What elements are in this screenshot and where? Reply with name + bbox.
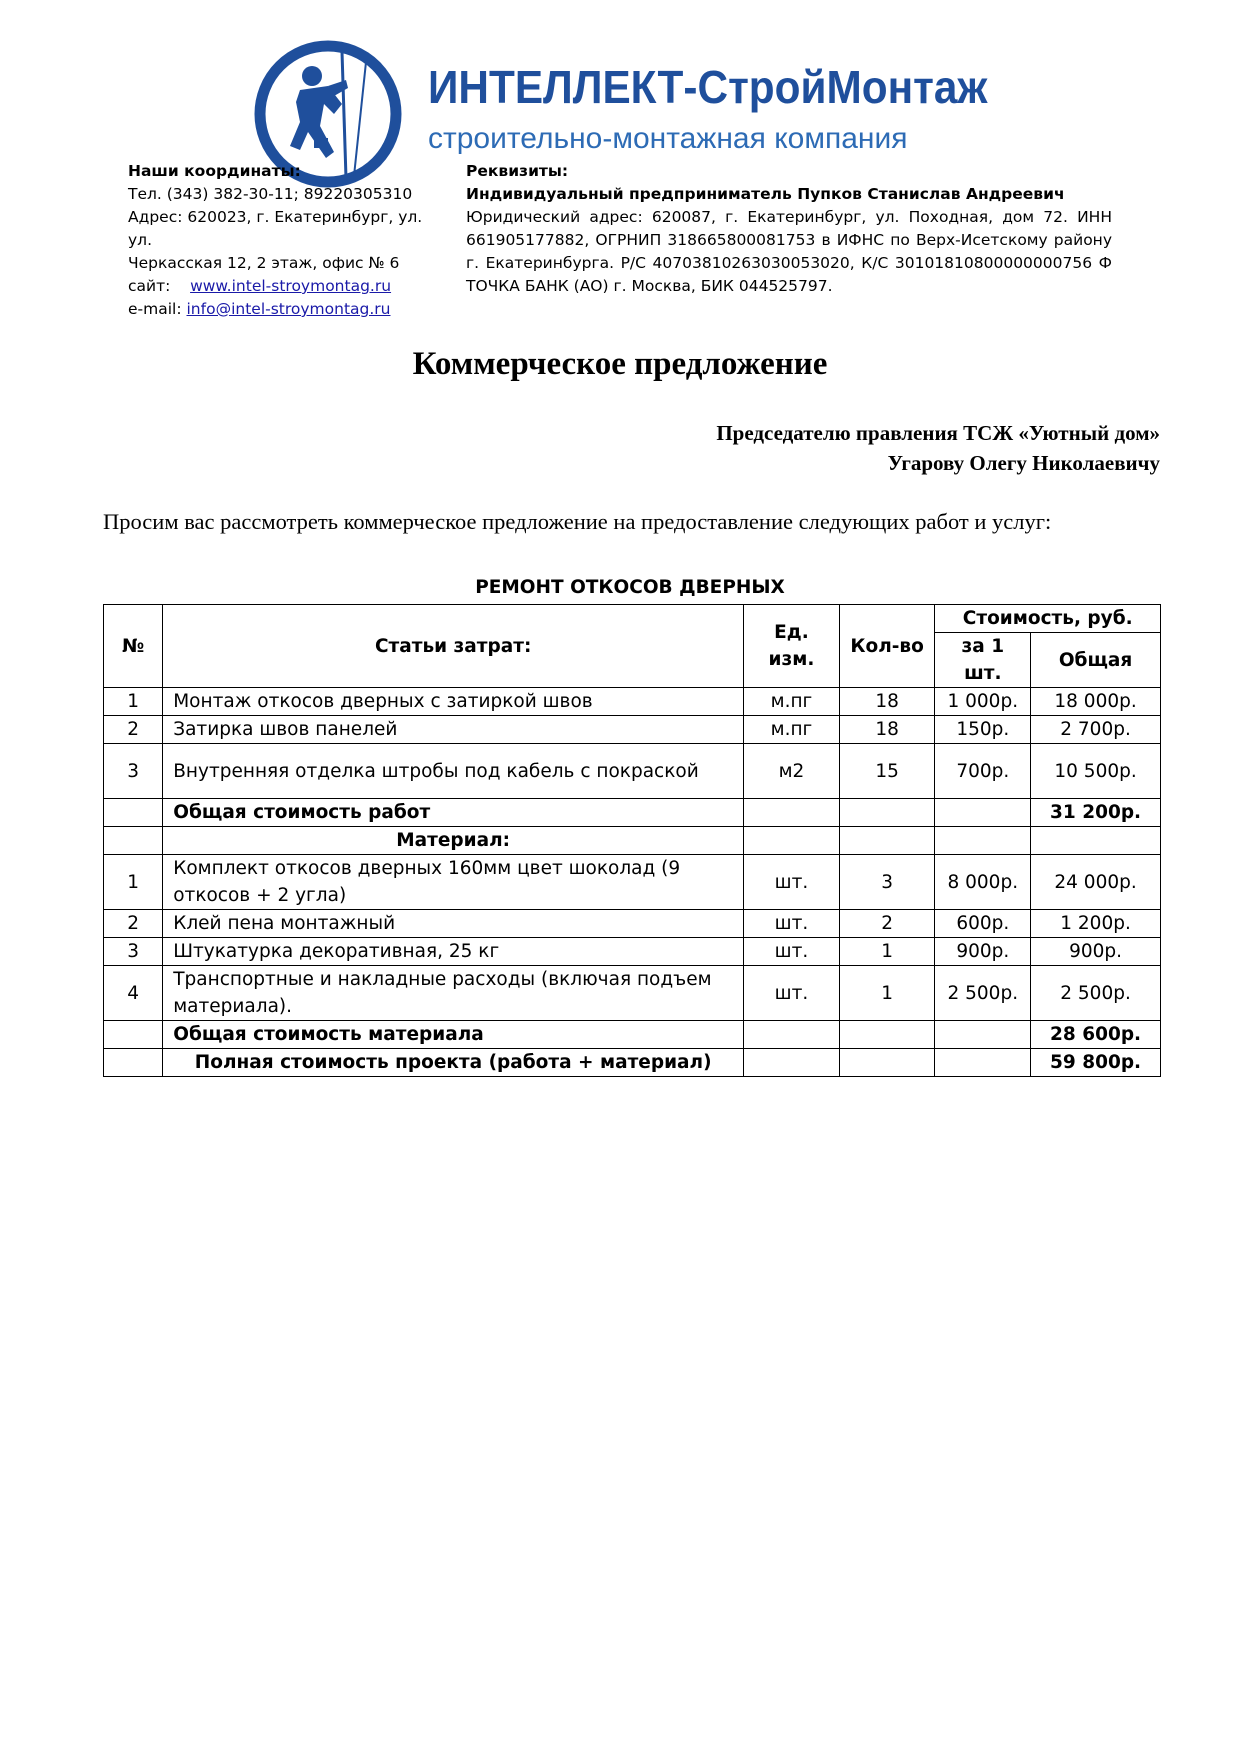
empty-cell	[839, 1021, 935, 1049]
table-row	[104, 688, 1161, 716]
row-unit: шт.	[744, 855, 840, 910]
row-item: Затирка швов панелей	[163, 716, 744, 744]
empty-cell	[935, 1049, 1031, 1077]
table-row	[104, 966, 1161, 1021]
row-qty: 18	[839, 716, 935, 744]
row-total: 1 200р.	[1031, 910, 1161, 938]
requisites-details: Юридический адрес: 620087, г. Екатеринбург, ул. Походная, дом 72. ИНН 661905177882, ОГРНИП 318665800081753 в ИФНС по Верх-Исетскому району г. Екатеринбурга. Р/С 40703810263030053020, К/С 30101810800000000756 Ф ТОЧКА БАНК (АО) г. Москва, БИК 044525797.	[466, 208, 1112, 295]
row-total: 18 000р.	[1031, 688, 1161, 716]
address-line-2: Черкасская 12, 2 этаж, офис № 6	[128, 254, 400, 272]
empty-cell	[935, 799, 1031, 827]
requisites-block	[466, 160, 1112, 298]
address-line-1: Адрес: 620023, г. Екатеринбург, ул. ул.	[128, 208, 423, 249]
material-heading: Материал:	[163, 827, 744, 855]
row-qty: 3	[839, 855, 935, 910]
row-item: Штукатурка декоративная, 25 кг	[163, 938, 744, 966]
addressee-line-1: Председателю правления ТСЖ «Уютный дом»	[716, 421, 1160, 445]
site-label: сайт:	[128, 277, 171, 295]
header-unit: Ед. изм.	[744, 605, 840, 688]
work-total-label: Общая стоимость работ	[163, 799, 744, 827]
row-no: 1	[104, 855, 163, 910]
row-item: Монтаж откосов дверных с затиркой швов	[163, 688, 744, 716]
row-unit-price: 1 000р.	[935, 688, 1031, 716]
material-total-label: Общая стоимость материала	[163, 1021, 744, 1049]
empty-cell	[839, 827, 935, 855]
row-qty: 1	[839, 966, 935, 1021]
requisites-heading: Реквизиты:	[466, 162, 569, 180]
addressee	[716, 418, 1160, 478]
empty-cell	[104, 1049, 163, 1077]
material-total-row	[104, 1021, 1161, 1049]
row-unit: шт.	[744, 966, 840, 1021]
row-unit-price: 600р.	[935, 910, 1031, 938]
header-no: №	[104, 605, 163, 688]
row-total: 2 500р.	[1031, 966, 1161, 1021]
row-unit-price: 2 500р.	[935, 966, 1031, 1021]
email-link[interactable]: info@intel-stroymontag.ru	[186, 300, 391, 318]
table-row	[104, 744, 1161, 799]
header-cost: Стоимость, руб.	[935, 605, 1161, 633]
cost-table	[103, 604, 1161, 1077]
header-item: Статьи затрат:	[163, 605, 744, 688]
row-total: 900р.	[1031, 938, 1161, 966]
site-link[interactable]: www.intel-stroymontag.ru	[190, 277, 392, 295]
empty-cell	[104, 827, 163, 855]
row-no: 3	[104, 744, 163, 799]
row-item: Комплект откосов дверных 160мм цвет шоколад (9 откосов + 2 угла)	[163, 855, 744, 910]
row-no: 3	[104, 938, 163, 966]
coordinates-block	[128, 160, 446, 321]
table-row	[104, 716, 1161, 744]
row-item: Клей пена монтажный	[163, 910, 744, 938]
empty-cell	[104, 1021, 163, 1049]
row-unit-price: 8 000р.	[935, 855, 1031, 910]
empty-cell	[935, 1021, 1031, 1049]
work-total-row	[104, 799, 1161, 827]
requisites-owner: Индивидуальный предприниматель Пупков Станислав Андреевич	[466, 185, 1065, 203]
row-total: 10 500р.	[1031, 744, 1161, 799]
empty-cell	[744, 1021, 840, 1049]
table-title: РЕМОНТ ОТКОСОВ ДВЕРНЫХ	[475, 577, 785, 598]
empty-cell	[744, 1049, 840, 1077]
row-no: 4	[104, 966, 163, 1021]
project-total-value: 59 800р.	[1031, 1049, 1161, 1077]
table-row	[104, 910, 1161, 938]
empty-cell	[839, 1049, 935, 1077]
row-total: 24 000р.	[1031, 855, 1161, 910]
email-row	[128, 298, 446, 321]
row-no: 2	[104, 910, 163, 938]
row-total: 2 700р.	[1031, 716, 1161, 744]
row-unit: шт.	[744, 938, 840, 966]
empty-cell	[104, 799, 163, 827]
row-unit-price: 700р.	[935, 744, 1031, 799]
coordinates-heading: Наши координаты:	[128, 162, 301, 180]
row-unit: шт.	[744, 910, 840, 938]
row-item: Внутренняя отделка штробы под кабель с покраской	[163, 744, 744, 799]
empty-cell	[839, 799, 935, 827]
table-header-row	[104, 605, 1161, 633]
empty-cell	[744, 827, 840, 855]
empty-cell	[744, 799, 840, 827]
empty-cell	[935, 827, 1031, 855]
row-unit: м.пг	[744, 688, 840, 716]
brand-tagline: строительно-монтажная компания	[428, 122, 908, 155]
work-total-value: 31 200р.	[1031, 799, 1161, 827]
row-no: 1	[104, 688, 163, 716]
site-row	[128, 275, 446, 298]
header-unit-price: за 1 шт.	[935, 633, 1031, 688]
document-title: Коммерческое предложение	[412, 346, 828, 382]
row-qty: 15	[839, 744, 935, 799]
row-qty: 18	[839, 688, 935, 716]
row-qty: 2	[839, 910, 935, 938]
table-row	[104, 938, 1161, 966]
row-unit: м2	[744, 744, 840, 799]
row-unit: м.пг	[744, 716, 840, 744]
intro-text: Просим вас рассмотреть коммерческое предложение на предоставление следующих работ и услуг:	[103, 509, 1052, 534]
header-total: Общая	[1031, 633, 1161, 688]
table-row	[104, 855, 1161, 910]
row-unit-price: 150р.	[935, 716, 1031, 744]
row-qty: 1	[839, 938, 935, 966]
brand-name: ИНТЕЛЛЕКТ-СтройМонтаж	[428, 61, 988, 113]
phone-text: Тел. (343) 382-30-11; 89220305310	[128, 185, 413, 203]
project-total-label: Полная стоимость проекта (работа + материал)	[163, 1049, 744, 1077]
material-total-value: 28 600р.	[1031, 1021, 1161, 1049]
row-unit-price: 900р.	[935, 938, 1031, 966]
email-label: e-mail:	[128, 300, 182, 318]
project-total-row	[104, 1049, 1161, 1077]
empty-cell	[1031, 827, 1161, 855]
row-no: 2	[104, 716, 163, 744]
row-item: Транспортные и накладные расходы (включая подъем материала).	[163, 966, 744, 1021]
material-heading-row	[104, 827, 1161, 855]
header-qty: Кол-во	[839, 605, 935, 688]
addressee-line-2: Угарову Олегу Николаевичу	[887, 451, 1160, 475]
